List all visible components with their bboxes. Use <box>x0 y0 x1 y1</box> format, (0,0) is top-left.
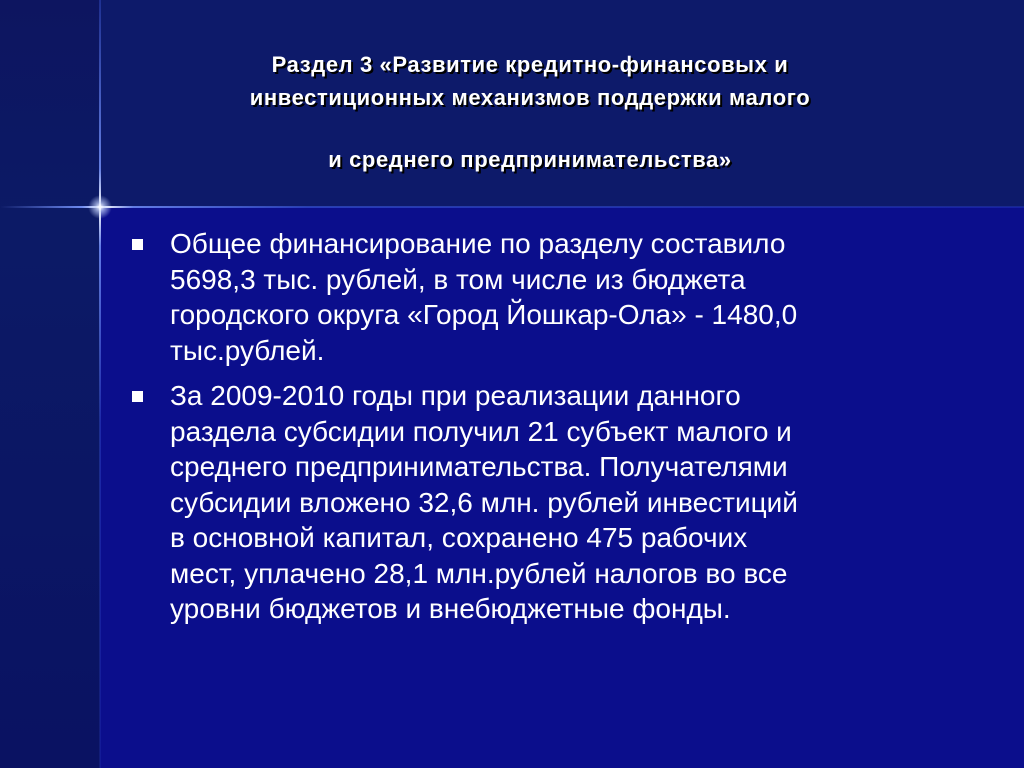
bullet-line: Общее финансирование по разделу составило <box>170 228 786 259</box>
bullet-line: субсидии вложено 32,6 млн. рублей инвестиций <box>170 486 798 518</box>
horizontal-divider-line <box>0 206 1024 208</box>
square-bullet-icon <box>132 239 143 250</box>
bullet-line: раздела субсидии получил 21 субъект малого и <box>170 415 792 447</box>
title-spacer <box>130 114 930 143</box>
sparkle-icon <box>88 195 112 219</box>
bullet-list <box>128 226 968 637</box>
bullet-item-financing <box>128 226 968 368</box>
bullet-line: в основной капитал, сохранено 475 рабочих <box>170 522 748 553</box>
title-line-2: инвестиционных механизмов поддержки малого <box>249 85 811 110</box>
bullet-line: тыс.рублей. <box>170 334 325 366</box>
vertical-divider-line <box>99 0 101 768</box>
bullet-line: 5698,3 тыс. рублей, в том числе из бюджета <box>170 263 746 295</box>
bullet-line: За 2009-2010 годы при реализации данного <box>170 380 741 411</box>
bullet-line: городского округа «Город Йошкар-Ола» - 1480,0 <box>170 299 798 330</box>
square-bullet-icon <box>132 391 143 402</box>
bullet-item-results <box>128 378 968 627</box>
bullet-line: мест, уплачено 28,1 млн.рублей налогов во все <box>170 557 788 589</box>
title-line-3: и среднего предпринимательства» <box>328 147 732 172</box>
title-line-1: Раздел 3 «Развитие кредитно-финансовых и <box>271 52 789 77</box>
bullet-line: среднего предпринимательства. Получателями <box>170 451 788 482</box>
slide-title <box>130 48 930 176</box>
bullet-line: уровни бюджетов и внебюджетные фонды. <box>170 593 731 624</box>
background-left-band <box>0 0 100 768</box>
